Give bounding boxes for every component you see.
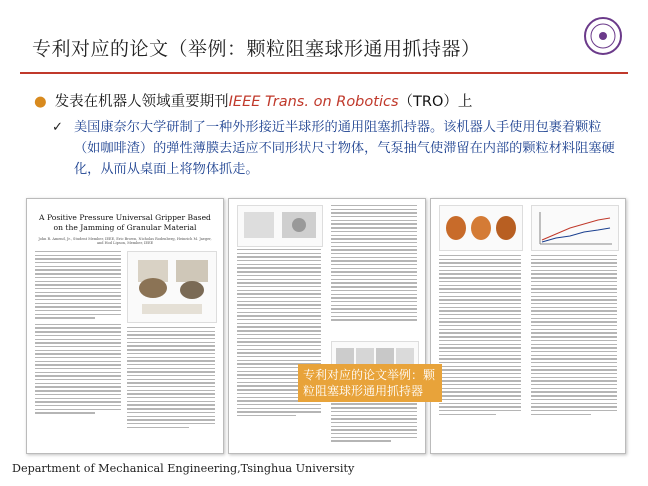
paper-title: A Positive Pressure Universal Gripper Based on the Jamming of Granular Material <box>39 213 211 232</box>
paper-pages <box>26 198 624 452</box>
figure-process <box>439 205 523 251</box>
callout-label: 专利对应的论文举例：颗粒阻塞球形通用抓持器 <box>298 364 442 402</box>
text-column <box>331 205 417 323</box>
tsinghua-seal-icon <box>583 16 623 56</box>
gripper-photo-icon <box>128 252 216 322</box>
bullet-prefix: 发表在机器人领域重要期刊 <box>54 94 229 110</box>
main-bullet <box>34 90 472 111</box>
text-column <box>531 255 617 417</box>
footer-department: Department of Mechanical Engineering,Tsinghua University <box>12 462 355 475</box>
setup-photo-icon <box>238 206 322 246</box>
bullet-suffix: （TRO）上 <box>398 94 473 110</box>
text-column <box>127 327 215 430</box>
text-column <box>439 255 521 417</box>
process-diagram-icon <box>440 206 522 250</box>
sub-bullet-text: 美国康奈尔大学研制了一种外形接近半球形的通用阻塞抓持器。该机器人手使用包裹着颗粒（如咖啡渣）的弹性薄膜去适应不同形状尺寸物体，气泵抽气使滞留在内部的颗粒材料阻塞硬化，从而从桌面上将物体抓走。 <box>74 120 615 177</box>
figure-plot <box>531 205 619 251</box>
text-column <box>35 251 121 416</box>
plot-chart-icon <box>532 206 618 250</box>
sub-bullet <box>52 117 622 180</box>
paper-page-2 <box>228 198 426 454</box>
bullet-dot-icon: ● <box>34 94 47 110</box>
figure-setup <box>237 205 323 247</box>
slide-title: 专利对应的论文（举例：颗粒阻塞球形通用抓持器） <box>32 38 481 60</box>
paper-authors: John R. Amend, Jr., Student Member, IEEE, Eric Brown, Nicholas Rodenberg, Heinrich M. Jaeger, and Hod Lipson, Member, IEEE <box>38 237 212 245</box>
journal-name: IEEE Trans. on Robotics <box>228 94 399 110</box>
paper-page-1 <box>26 198 224 454</box>
checkmark-icon: ✓ <box>52 120 64 135</box>
title-divider <box>20 72 628 74</box>
figure-gripper <box>127 251 217 323</box>
paper-page-3 <box>430 198 626 454</box>
